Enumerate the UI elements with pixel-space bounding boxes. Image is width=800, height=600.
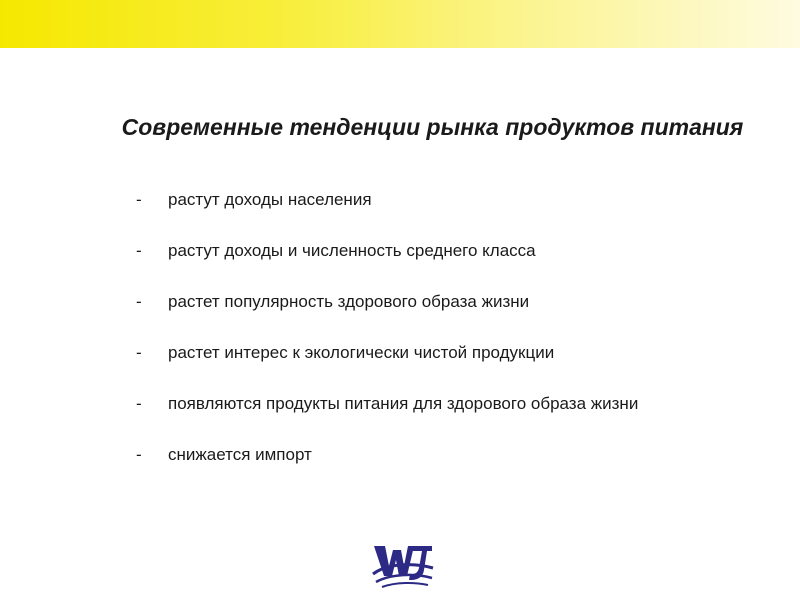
bullet-dash: -: [136, 343, 142, 362]
bullet-text: снижается импорт: [168, 445, 312, 464]
bullet-text: появляются продукты питания для здорового образа жизни: [168, 394, 639, 413]
bullet-dash: -: [136, 292, 142, 311]
header-band: [0, 0, 800, 48]
slide-title: Современные тенденции рынка продуктов питания: [121, 114, 744, 140]
list-item: [136, 292, 638, 343]
bullet-dash: -: [136, 445, 142, 464]
bullet-text: растут доходы и численность среднего класса: [168, 241, 536, 260]
bullet-list: [136, 190, 638, 496]
bullet-dash: -: [136, 190, 142, 209]
bullet-text: растут доходы населения: [168, 190, 372, 209]
list-item: [136, 394, 638, 445]
bullet-text: растет популярность здорового образа жизни: [168, 292, 530, 311]
bullet-text: растет интерес к экологически чистой продукции: [168, 343, 555, 362]
wj-monogram-logo-icon: [372, 540, 434, 590]
list-item: [136, 190, 638, 241]
list-item: [136, 343, 638, 394]
bullet-dash: -: [136, 394, 142, 413]
list-item: [136, 241, 638, 292]
bullet-dash: -: [136, 241, 142, 260]
list-item: [136, 445, 638, 496]
